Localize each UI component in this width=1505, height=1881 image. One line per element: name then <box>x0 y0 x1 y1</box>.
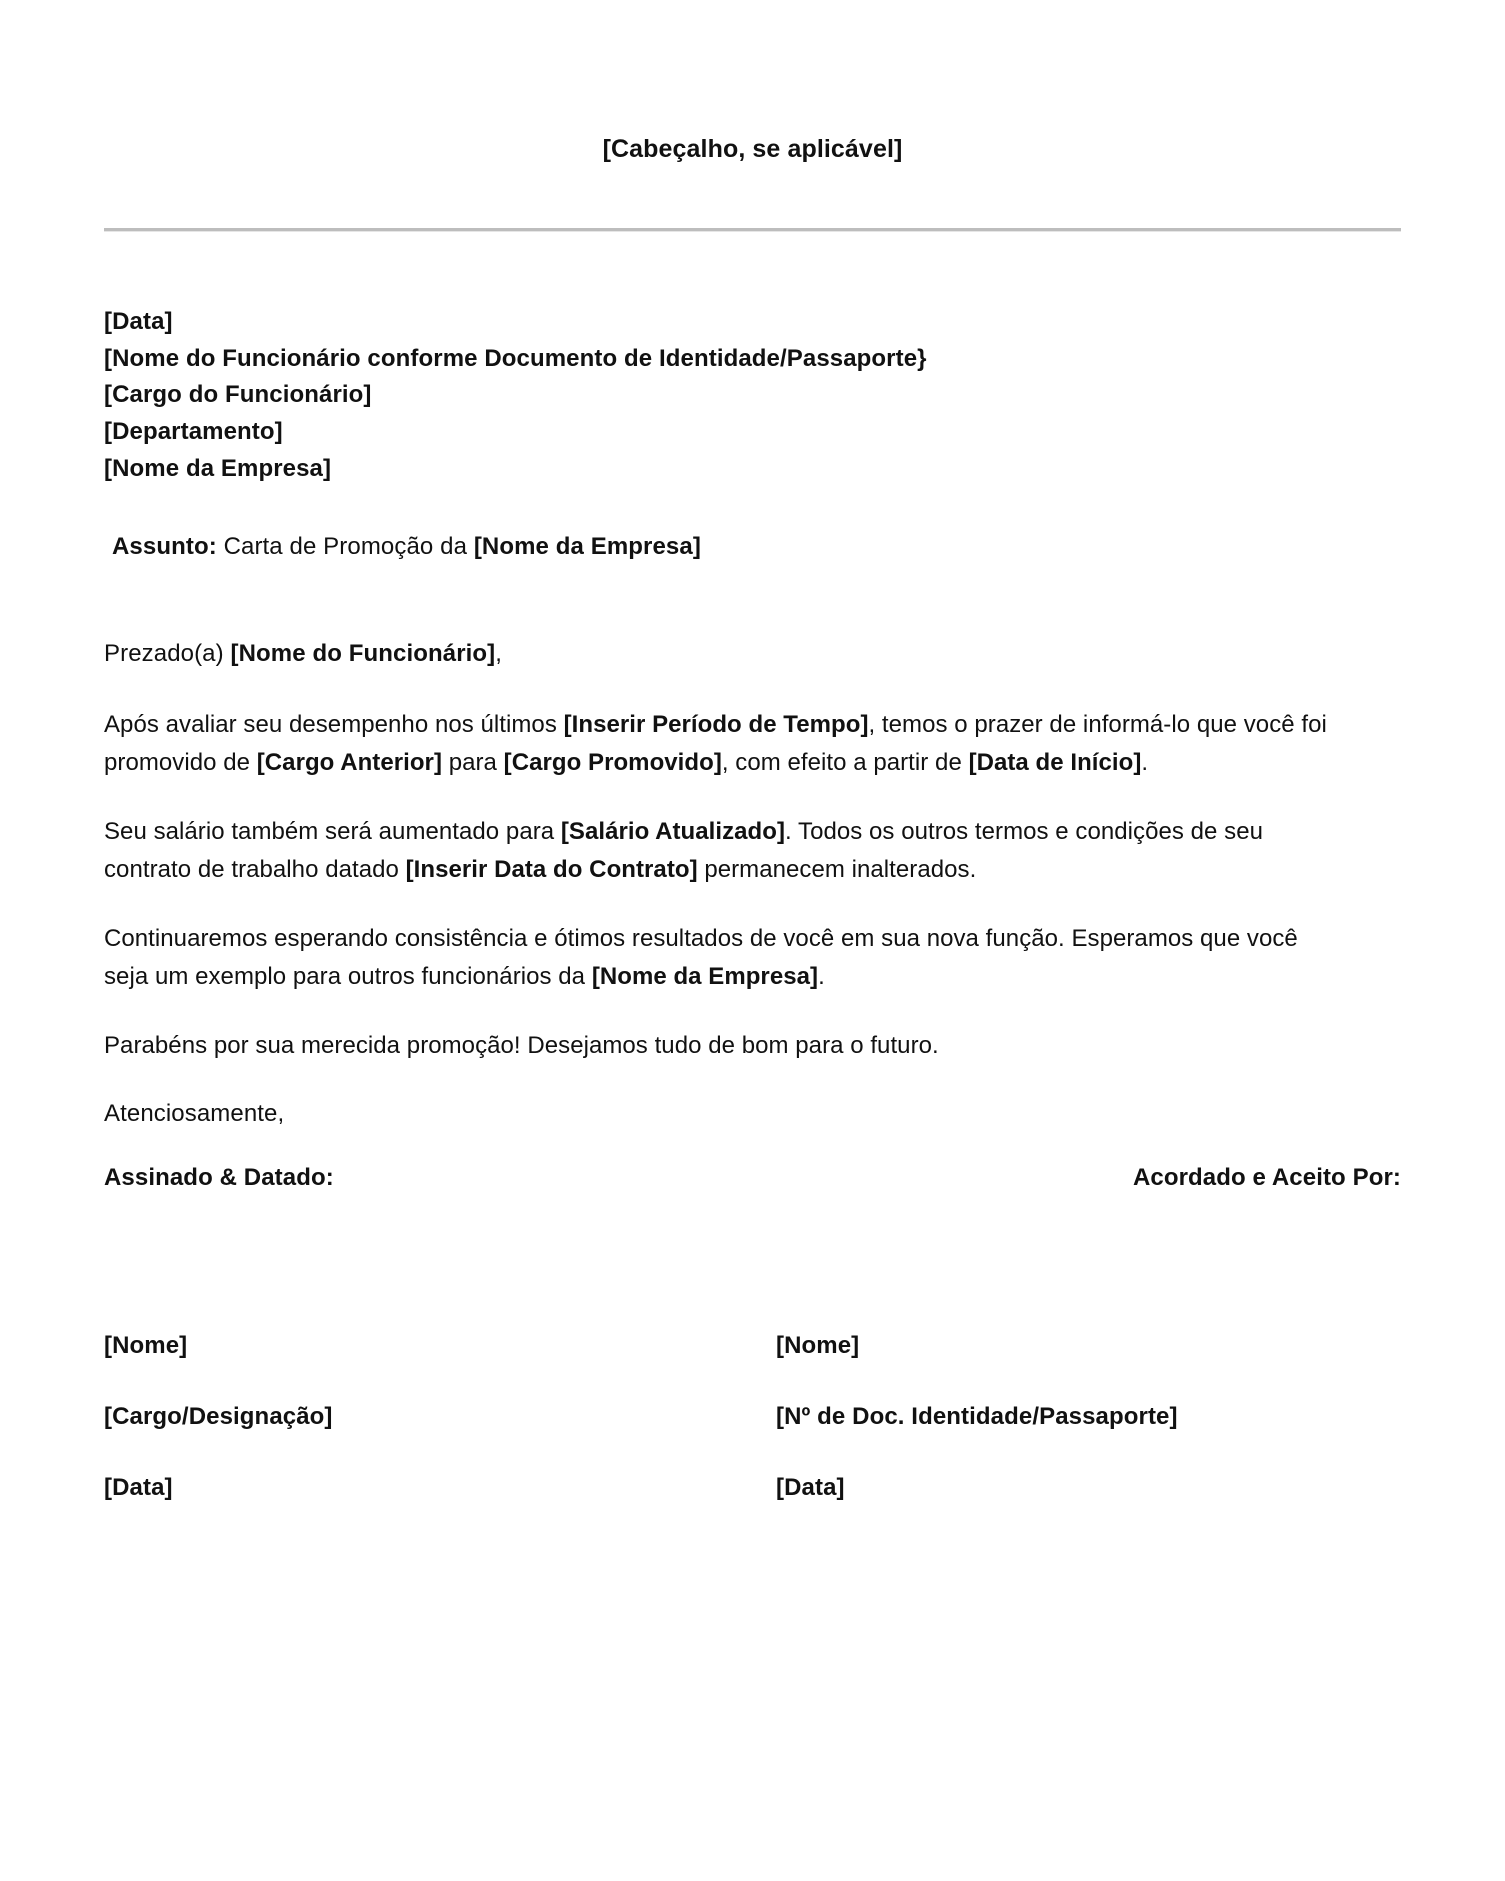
signature-heading-left-cell <box>104 1162 856 1193</box>
closing-salutation: Atenciosamente, <box>104 1100 285 1128</box>
signature-heading-right-cell <box>856 1162 1401 1193</box>
p1-segment-5: . <box>1141 748 1149 776</box>
p1-segment-3: para <box>442 748 504 776</box>
p1-segment-1: Após avaliar seu desempenho nos últimos <box>104 711 564 739</box>
signature-row-date <box>104 1472 1401 1503</box>
body-paragraph-2 <box>104 813 1336 888</box>
subject-company-placeholder: [Nome da Empresa] <box>473 532 701 560</box>
p1-placeholder-promoted-position: [Cargo Promovido] <box>503 748 722 776</box>
body-paragraph-1 <box>104 706 1336 781</box>
signature-right-column-id <box>776 1401 1401 1432</box>
body-paragraph-3 <box>104 920 1336 995</box>
p3-segment-1: Continuaremos esperando consistência e ótimos resultados de você em sua nova função. Esperamos que você seja um exemplo para outros funcionários da <box>104 925 1298 990</box>
subject-text: Carta de Promoção da <box>216 532 474 560</box>
p3-segment-2: . <box>818 962 825 990</box>
p2-placeholder-contract-date: [Inserir Data do Contrato] <box>405 855 698 883</box>
p1-placeholder-previous-position: [Cargo Anterior] <box>256 748 442 776</box>
signature-heading-row <box>104 1162 1401 1193</box>
header-placeholder-title: [Cabeçalho, se aplicável] <box>602 135 903 163</box>
p1-segment-2: , temos o prazer de informá-lo que você foi promovido de <box>104 711 1327 776</box>
p2-segment-1: Seu salário também será aumentado para <box>104 818 561 846</box>
salutation-suffix: , <box>495 640 503 668</box>
salutation-prefix: Prezado(a) <box>104 640 231 668</box>
right-field-name: [Nome] <box>776 1331 860 1359</box>
p1-placeholder-period: [Inserir Período de Tempo] <box>563 711 869 739</box>
left-field-designation: [Cargo/Designação] <box>104 1402 333 1430</box>
signature-row-designation <box>104 1401 1401 1432</box>
right-field-id-number: [Nº de Doc. Identidade/Passaporte] <box>776 1402 1178 1430</box>
agreed-and-accepted-heading: Acordado e Aceito Por: <box>1132 1164 1401 1192</box>
header-divider <box>104 228 1401 232</box>
left-field-name: [Nome] <box>104 1331 188 1359</box>
recipient-address-block <box>104 304 1401 488</box>
signature-right-column-date <box>776 1472 1401 1503</box>
signature-row-name <box>104 1330 1401 1361</box>
p1-segment-4: , com efeito a partir de <box>721 748 969 776</box>
address-line-company: [Nome da Empresa] <box>104 454 332 482</box>
p2-segment-3: permanecem inalterados. <box>697 855 977 883</box>
signature-left-column-name <box>104 1330 776 1361</box>
signature-right-column-name <box>776 1330 1401 1361</box>
address-line-department: [Departamento] <box>104 418 283 446</box>
right-field-date: [Data] <box>776 1474 845 1502</box>
p2-placeholder-salary: [Salário Atualizado] <box>560 818 786 846</box>
left-field-date: [Data] <box>104 1474 173 1502</box>
letter-body <box>104 636 1401 1132</box>
p2-segment-2: . Todos os outros termos e condições de seu contrato de trabalho datado <box>104 818 1263 883</box>
signature-left-column-date <box>104 1472 776 1503</box>
p1-placeholder-start-date: [Data de Início] <box>968 748 1142 776</box>
subject-label: Assunto: <box>112 532 217 560</box>
p3-placeholder-company: [Nome da Empresa] <box>591 962 819 990</box>
body-paragraph-4: Parabéns por sua merecida promoção! Desejamos tudo de bom para o futuro. <box>104 1032 939 1060</box>
salutation <box>104 636 1401 672</box>
salutation-name-placeholder: [Nome do Funcionário] <box>230 640 496 668</box>
address-line-position: [Cargo do Funcionário] <box>104 381 372 409</box>
address-line-name: [Nome do Funcionário conforme Documento de Identidade/Passaporte} <box>104 344 927 372</box>
signature-left-column-designation <box>104 1401 776 1432</box>
subject-line <box>112 530 1401 565</box>
address-line-date: [Data] <box>104 308 173 335</box>
signed-and-dated-heading: Assinado & Datado: <box>104 1164 334 1192</box>
document-header <box>104 0 1401 164</box>
signature-fields-block <box>104 1330 1401 1504</box>
